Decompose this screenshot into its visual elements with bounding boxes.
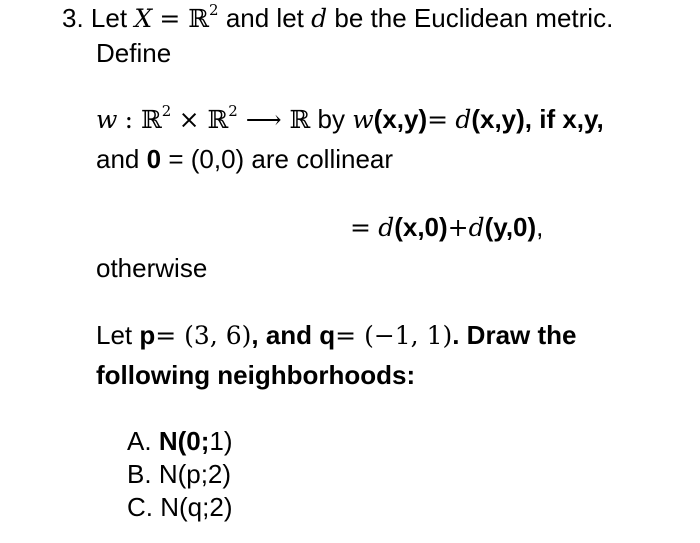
text-collinear: = (0,0) are collinear [168, 144, 394, 174]
problem-statement-line-1 [62, 2, 613, 35]
list-item-b [127, 458, 231, 490]
definition-line-1 [96, 103, 604, 136]
item-label-a: A. [127, 426, 152, 456]
list-item-a [127, 425, 233, 457]
math-exp-a: 2 [161, 102, 172, 120]
text-let: Let [90, 3, 128, 33]
math-X: X [134, 4, 153, 33]
text-let-2: Let [96, 320, 133, 350]
item-text-b: N(p;2) [158, 459, 232, 489]
math-eq-R: = ℝ [159, 4, 210, 33]
text-comma: , [536, 212, 544, 242]
text-following-neighborhoods: following neighborhoods: [96, 360, 416, 390]
math-d-2: d [455, 105, 472, 134]
text-p: p [139, 320, 156, 350]
text-zero-vector: 0 [146, 144, 162, 174]
task-line-1 [96, 319, 576, 352]
item-bold-a: N(0; [158, 426, 210, 456]
list-item-c [127, 491, 232, 523]
math-d-3: d [378, 213, 395, 242]
text-arg-x0: (x,0) [394, 212, 448, 242]
math-times-R: × ℝ [178, 105, 229, 134]
math-p-value: = (3, 6) [155, 321, 252, 350]
text-otherwise: otherwise [96, 253, 208, 283]
math-w: w [96, 105, 118, 134]
text-draw-the: . Draw the [452, 320, 577, 350]
text-d-args: (x,y), if x,y, [471, 104, 604, 134]
text-and-q: , and q [251, 320, 336, 350]
text-define: Define [96, 38, 172, 68]
item-label-c: C. [127, 492, 153, 522]
text-and: and [96, 144, 140, 174]
math-w-2: w [352, 105, 374, 134]
text-and-let: and let [225, 3, 304, 33]
task-line-2 [96, 359, 415, 391]
math-d-4: d [468, 213, 485, 242]
definition-line-3 [350, 211, 543, 244]
text-args-xy: (x,y) [373, 104, 428, 134]
math-q-value: = (−1, 1) [335, 321, 453, 350]
math-exp-2: 2 [209, 1, 219, 19]
text-arg-y0: (y,0) [484, 212, 537, 242]
math-eq-2: = [350, 213, 371, 242]
math-exp-b: 2 [228, 102, 238, 120]
math-arrow-R: ⟶ ℝ [237, 105, 311, 134]
math-d: d [311, 4, 328, 33]
text-euclidean-metric: be the Euclidean metric. [334, 3, 614, 33]
item-text-c: N(q;2) [160, 492, 233, 522]
definition-line-2 [96, 143, 393, 175]
item-label-b: B. [127, 459, 152, 489]
problem-number: 3. [62, 3, 84, 33]
define-line [96, 37, 171, 69]
item-text-a: 1) [209, 426, 233, 456]
otherwise-line [96, 252, 207, 284]
math-plus: + [447, 213, 469, 242]
math-colon-R: : ℝ [124, 105, 162, 134]
text-by: by [317, 104, 346, 134]
math-eq: = [427, 105, 449, 134]
